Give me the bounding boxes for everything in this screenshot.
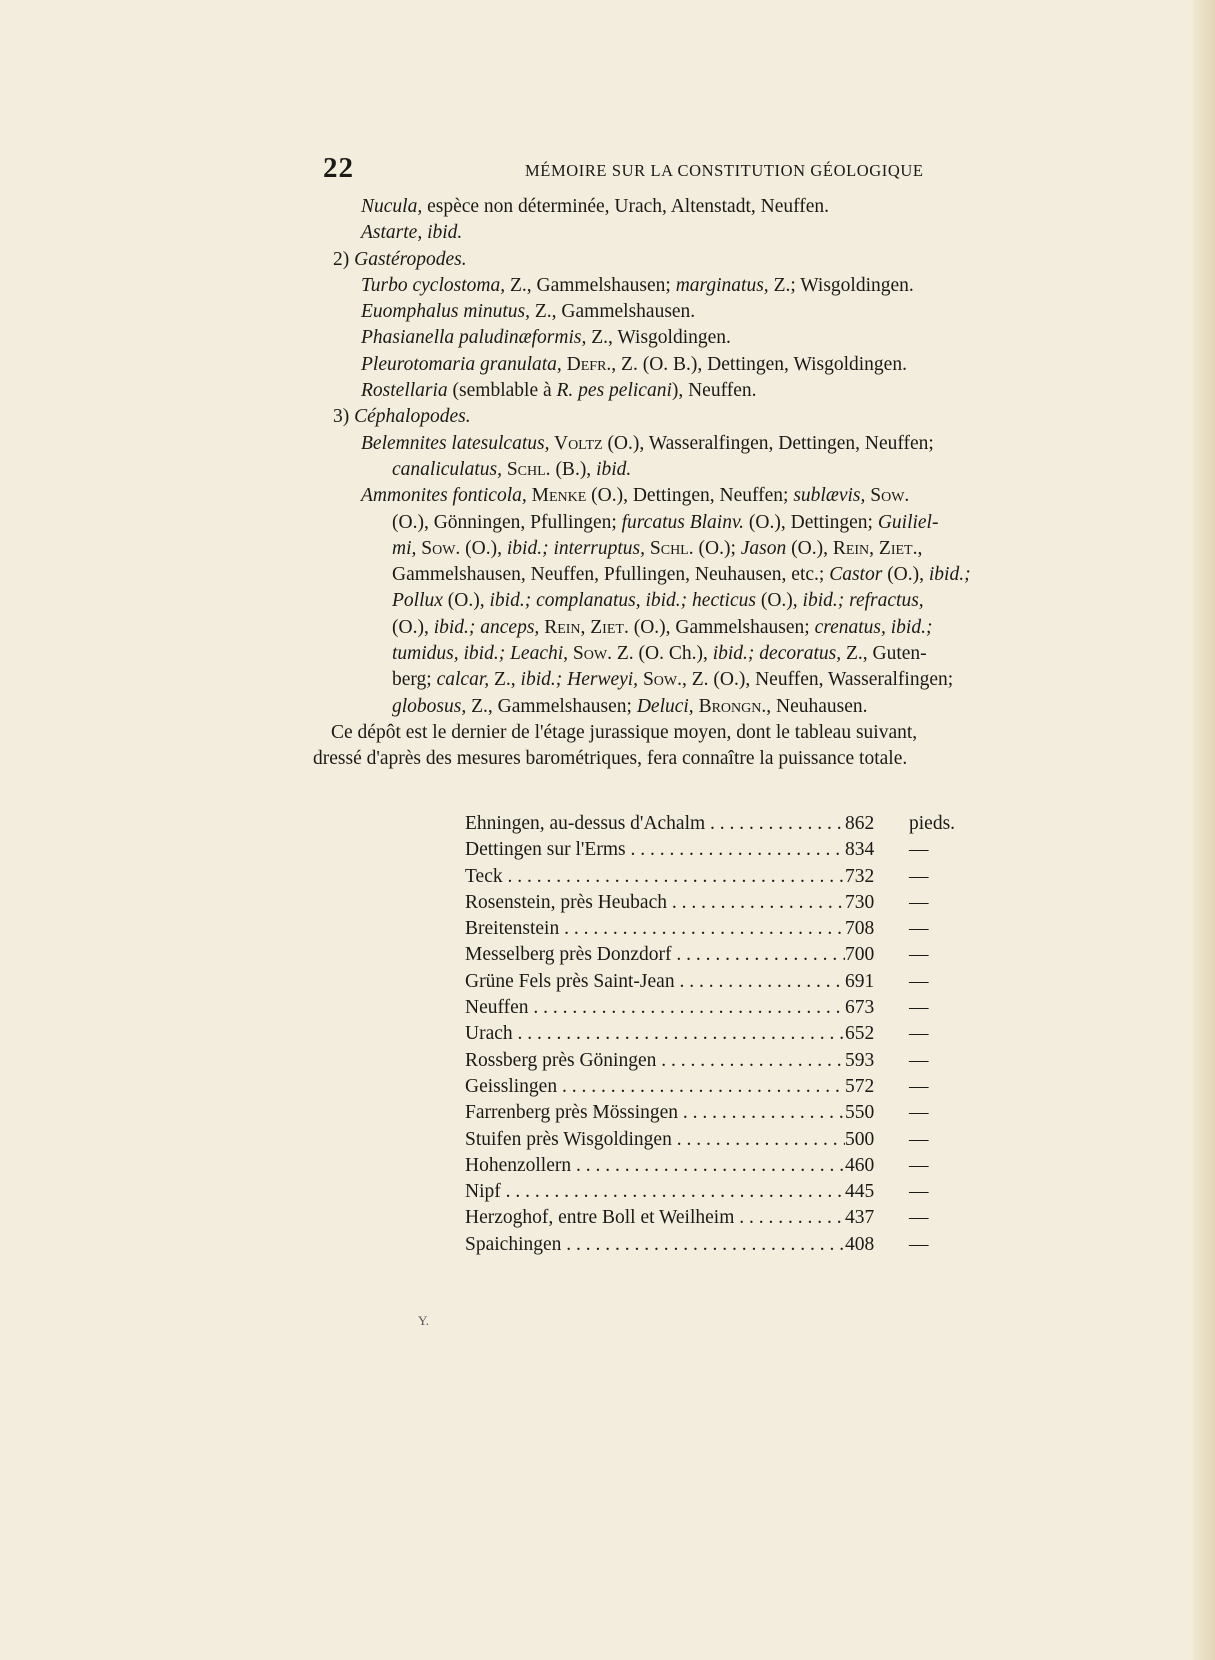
paragraph-line: Ce dépôt est le dernier de l'étage jurassique moyen, dont le tableau suivant,	[331, 721, 918, 743]
text-span: Z., Gammelshausen.	[530, 301, 696, 323]
author-name: Sow.	[638, 669, 682, 691]
text-span: (O.), Dettingen;	[744, 511, 878, 533]
text-span: berg;	[392, 669, 437, 691]
author-name: Brongn.	[693, 695, 767, 717]
species-name: Belemnites latesulcatus,	[361, 432, 550, 454]
place-name: Herzoghof, entre Boll et Weilheim . . .	[465, 1205, 845, 1231]
text-span: (O.), Gammelshausen;	[628, 616, 815, 638]
page-edge	[1193, 0, 1215, 1660]
altitude-value: 673	[845, 997, 875, 1019]
page-number: 22	[323, 152, 354, 184]
species-name: calcar,	[436, 669, 490, 691]
species-name: Euomphalus minutus,	[361, 301, 531, 323]
species-name: Jason	[740, 537, 787, 559]
species-name: Ammonites fonticola,	[361, 485, 527, 507]
altitude-unit: —	[909, 1128, 929, 1150]
species-name: ibid.; refractus,	[802, 590, 924, 612]
place-name: Stuifen près Wisgoldingen . . .	[465, 1127, 845, 1153]
place-name: Farrenberg près Mössingen . . .	[465, 1100, 845, 1126]
text-span: (O.);	[693, 537, 741, 559]
altitude-unit: —	[909, 1075, 929, 1097]
author-name: Schl.	[645, 537, 694, 559]
altitude-unit: —	[909, 1023, 929, 1045]
text-line	[313, 352, 907, 378]
species-name: furcatus Blainv.	[621, 511, 745, 533]
altitude-value: 700	[845, 944, 875, 966]
species-name: Nucula,	[361, 196, 423, 217]
text-span: , Neuhausen.	[766, 695, 868, 717]
text-line	[313, 457, 883, 483]
body-text	[313, 194, 971, 773]
place-name: Rossberg près Göningen . . .	[465, 1048, 845, 1074]
species-name: Guiliel-	[877, 511, 939, 533]
text-span: , Z. (O.), Neuffen, Wasseralfingen;	[681, 669, 954, 691]
text-line	[313, 667, 954, 693]
species-name: Rostellaria	[361, 380, 448, 402]
text-line	[313, 641, 927, 667]
text-line	[313, 194, 883, 220]
place-name: Spaichingen . . .	[465, 1232, 845, 1258]
section-number: 3)	[333, 406, 355, 428]
species-name: ibid.; decoratus,	[712, 643, 842, 665]
place-name: Ehningen, au-dessus d'Achalm . . .	[465, 811, 845, 837]
text-line	[313, 431, 934, 457]
altitude-unit: —	[909, 1233, 929, 1255]
text-span: (O.),	[442, 590, 490, 612]
species-name: marginatus,	[675, 274, 769, 296]
species-name: Pleurotomaria granulata,	[361, 353, 562, 375]
text-span: espèce non déterminée, Urach, Altenstadt, Neuffen.	[422, 196, 830, 217]
place-name: Nipf . . .	[465, 1179, 845, 1205]
text-span: (O.), Gönningen, Pfullingen;	[392, 511, 622, 533]
altitude-value: 445	[845, 1181, 875, 1203]
species-name: canaliculatus,	[392, 458, 502, 480]
text-span: (B.),	[550, 458, 597, 480]
text-line	[313, 510, 939, 536]
place-name: Messelberg près Donzdorf . . .	[465, 942, 845, 968]
place-name: Teck . . .	[465, 864, 845, 890]
table-row	[465, 916, 985, 942]
place-name: Grüne Fels près Saint-Jean . . .	[465, 969, 845, 995]
text-span: ,	[917, 537, 923, 559]
table-row	[465, 942, 985, 968]
text-line	[313, 588, 924, 614]
text-line	[313, 615, 933, 641]
table-row	[465, 1153, 985, 1179]
altitude-unit: —	[909, 1102, 929, 1124]
altitude-unit: —	[909, 865, 929, 887]
table-row	[465, 811, 985, 837]
text-span: Z., Gammelshausen;	[505, 274, 676, 296]
text-line	[313, 325, 883, 351]
text-line	[313, 694, 883, 720]
table-row	[465, 837, 985, 863]
species-name: Deluci,	[636, 695, 694, 717]
species-name: Pollux	[392, 590, 443, 612]
altitude-value: 652	[845, 1023, 875, 1045]
text-span: Z. (O. Ch.),	[611, 643, 713, 665]
author-name: Rein, Ziet.	[832, 537, 918, 559]
author-name: Schl.	[501, 458, 551, 480]
table-row	[465, 1021, 985, 1047]
altitude-value: 550	[845, 1102, 875, 1124]
text-span: Gammelshausen, Neuffen, Pfullingen, Neuhausen, etc.;	[392, 564, 830, 586]
altitude-value: 862	[845, 813, 875, 834]
table-row	[465, 1127, 985, 1153]
species-name: R. pes pelicani	[556, 380, 672, 402]
text-span: (O.),	[392, 616, 434, 638]
table-row	[465, 1232, 985, 1258]
table-row	[465, 1205, 985, 1231]
author-name: Defr.	[561, 353, 612, 375]
altitude-unit: —	[909, 839, 929, 861]
altitude-value: 437	[845, 1207, 875, 1229]
text-span: Z.,	[489, 669, 521, 691]
altitude-value: 732	[845, 865, 875, 887]
species-name: ibid.; anceps,	[433, 616, 540, 638]
species-name: globosus,	[392, 695, 467, 717]
table-row	[465, 864, 985, 890]
text-line	[313, 536, 923, 562]
species-name: ibid.; complanatus, ibid.; hecticus	[489, 590, 756, 612]
signature-mark: Y.	[418, 1313, 429, 1328]
text-line	[313, 299, 883, 325]
altitude-value: 460	[845, 1154, 875, 1176]
text-span: (O.), Wasseralfingen, Dettingen, Neuffen;	[602, 432, 934, 454]
table-row	[465, 890, 985, 916]
running-title: MÉMOIRE SUR LA CONSTITUTION GÉOLOGIQUE	[525, 161, 924, 180]
text-span: Z.; Wisgoldingen.	[768, 274, 914, 296]
author-name: Sow.	[865, 485, 910, 507]
altitude-unit: —	[909, 944, 929, 966]
species-name: Turbo cyclostoma,	[361, 274, 506, 296]
table-row	[465, 1179, 985, 1205]
text-span: (O.), Dettingen, Neuffen;	[586, 485, 794, 507]
altitude-unit: —	[909, 1207, 929, 1229]
table-row	[465, 1048, 985, 1074]
place-name: Geisslingen . . .	[465, 1074, 845, 1100]
author-name: Rein, Ziet.	[539, 616, 629, 638]
place-name: Hohenzollern . . .	[465, 1153, 845, 1179]
section-title: Céphalopodes.	[354, 406, 471, 428]
text-span: (O.),	[882, 564, 929, 586]
place-name: Dettingen sur l'Erms . . .	[465, 837, 845, 863]
altitude-value: 572	[845, 1075, 875, 1097]
altitude-unit: —	[909, 891, 929, 913]
altitude-unit: —	[909, 997, 929, 1019]
species-name: mi,	[392, 537, 417, 559]
ibid-ref: ibid.;	[928, 564, 971, 586]
table-row	[465, 1100, 985, 1126]
species-name: crenatus, ibid.;	[814, 616, 933, 638]
altitude-value: 691	[845, 970, 875, 992]
text-line	[313, 273, 914, 299]
altitude-value: 593	[845, 1049, 875, 1071]
altitude-unit: —	[909, 970, 929, 992]
text-span: (semblable à	[447, 380, 557, 402]
text-line	[313, 220, 883, 246]
altitude-value: 708	[845, 918, 875, 940]
table-row	[465, 1074, 985, 1100]
species-name: sublævis,	[793, 485, 866, 507]
altitude-unit: pieds.	[909, 813, 956, 834]
text-span: Z., Guten-	[841, 643, 927, 665]
altitude-value: 834	[845, 839, 875, 861]
altitude-unit: —	[909, 1049, 929, 1071]
text-span: , Z. (O. B.), Dettingen, Wisgoldingen.	[611, 353, 907, 375]
altitude-table	[465, 811, 985, 1258]
section-heading	[313, 404, 883, 430]
table-row	[465, 969, 985, 995]
species-name: ibid.; Herweyi,	[520, 669, 639, 691]
section-number: 2)	[333, 248, 355, 270]
species-name: tumidus, ibid.; Leachi,	[392, 643, 569, 665]
place-name: Breitenstein . . .	[465, 916, 845, 942]
text-span: Z., Gammelshausen;	[466, 695, 637, 717]
section-title: Gastéropodes.	[354, 248, 467, 270]
place-name: Neuffen . . .	[465, 995, 845, 1021]
altitude-unit: —	[909, 1154, 929, 1176]
text-span: (O.),	[786, 537, 833, 559]
page-header	[0, 152, 1215, 186]
author-name: Sow.	[416, 537, 461, 559]
species-name: ibid.; interruptus,	[506, 537, 646, 559]
text-span: (O.),	[755, 590, 803, 612]
text-line	[313, 378, 883, 404]
author-name: Menke	[526, 485, 587, 507]
text-span: Z., Wisgoldingen.	[586, 327, 731, 349]
text-span: (O.),	[460, 537, 507, 559]
text-span: ), Neuffen.	[671, 380, 757, 402]
section-heading	[313, 247, 883, 273]
place-name: Rosenstein, près Heubach . . .	[465, 890, 845, 916]
altitude-unit: —	[909, 1181, 929, 1203]
author-name: Voltz	[549, 432, 603, 454]
altitude-unit: —	[909, 918, 929, 940]
altitude-value: 408	[845, 1233, 875, 1255]
text-line	[313, 483, 910, 509]
species-name: Phasianella paludinæformis,	[361, 327, 587, 349]
paragraph-line: dressé d'après des mesures barométriques, fera connaître la puissance totale.	[313, 748, 908, 770]
altitude-value: 730	[845, 891, 875, 913]
altitude-value: 500	[845, 1128, 875, 1150]
author-name: Sow.	[568, 643, 612, 665]
ibid-ref: ibid.	[596, 458, 632, 480]
species-name: Astarte, ibid.	[361, 222, 463, 244]
table-row	[465, 995, 985, 1021]
species-name: Castor	[829, 564, 883, 586]
place-name: Urach . . .	[465, 1021, 845, 1047]
text-line	[313, 562, 971, 588]
